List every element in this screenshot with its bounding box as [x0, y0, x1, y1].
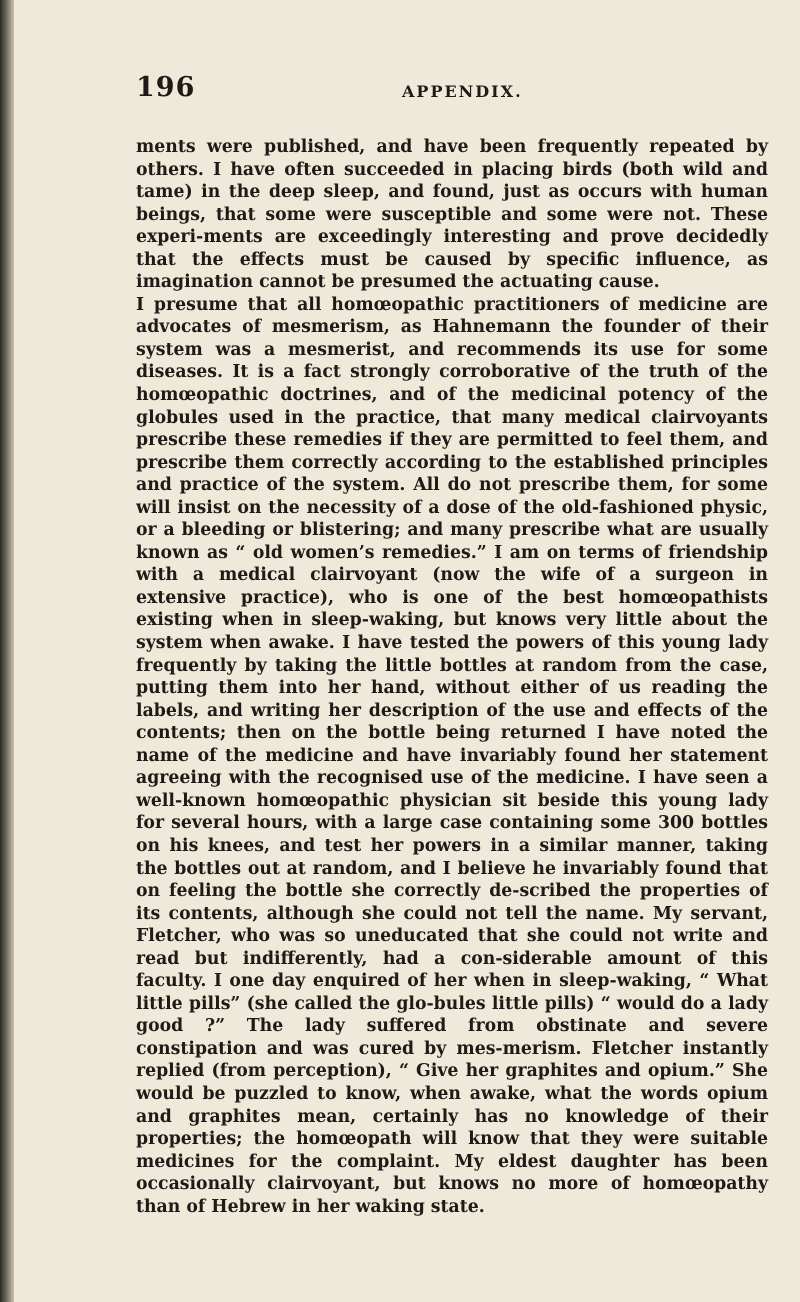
book-page — [136, 72, 768, 1218]
running-title: APPENDIX. — [402, 82, 523, 101]
body-text — [136, 136, 768, 1218]
paragraph-homoeopathy: I presume that all homœopathic practitioners of medicine are advocates of mesmerism, as Hahnemann the founder of their system was a mesmerist, and recommends its use for some diseases. It is a fact strongly corroborative of the truth of the homœopathic doctrines, and of the medicinal potency of the globules used in the practice, that many medical clairvoyants prescribe these remedies if they are permitted to feel them, and prescribe them correctly according to the established principles and practice of the system. All do not prescribe them, for some will insist on the necessity of a dose of the old-fashioned physic, or a bleeding or blistering; and many prescribe what are usually known as “ old women’s remedies.” I am on terms of friendship with a medical clairvoyant (now the wife of a surgeon in extensive practice), who is one of the best homœopathists existing when in sleep-waking, but knows very little about the system when awake. I have tested the powers of this young lady frequently by taking the little bottles at random from the case, putting them into her hand, without either of us reading the labels, and writing her description of the use and effects of the contents; then on the bottle being returned I have noted the name of the medicine and have invariably found her statement agreeing with the recognised use of the medicine. I have seen a well-known homœopathic physician sit beside this young lady for several hours, with a large case containing some 300 bottles on his knees, and test her powers in a similar manner, taking the bottles out at random, and I believe he invariably found that on feeling the bottle she correctly de-scribed the properties of its contents, although she could not tell the name. My servant, Fletcher, who was so uneducated that she could not write and read but indifferently, had a con-siderable amount of this faculty. I one day enquired of her when in sleep-waking, “ What little pills” (she called the glo-bules little pills) “ would do a lady good ?” The lady suffered from obstinate and severe constipation and was cured by mes-merism. Fletcher instantly replied (from perception), “ Give her graphites and opium.” She would be puzzled to know, when awake, what the words opium and graphites mean, certainly has no knowledge of their properties; the homœopath will know that they were suitable medicines for the complaint. My eldest daughter has been occasionally clairvoyant, but knows no more of homœopathy than of Hebrew in her waking state. — [136, 294, 768, 1217]
page-number: 196 — [136, 72, 196, 103]
paragraph-continuation: ments were published, and have been frequently repeated by others. I have often succeeded in placing birds (both wild and tame) in the deep sleep, and found, just as occurs with human beings, that some were susceptible and some were not. These experi-ments are exceedingly interesting and prove decidedly that the effects must be caused by specific influence, as imagination cannot be presumed the actuating cause. — [136, 137, 768, 293]
running-head — [136, 72, 768, 112]
book-binding-edge — [0, 0, 14, 1302]
